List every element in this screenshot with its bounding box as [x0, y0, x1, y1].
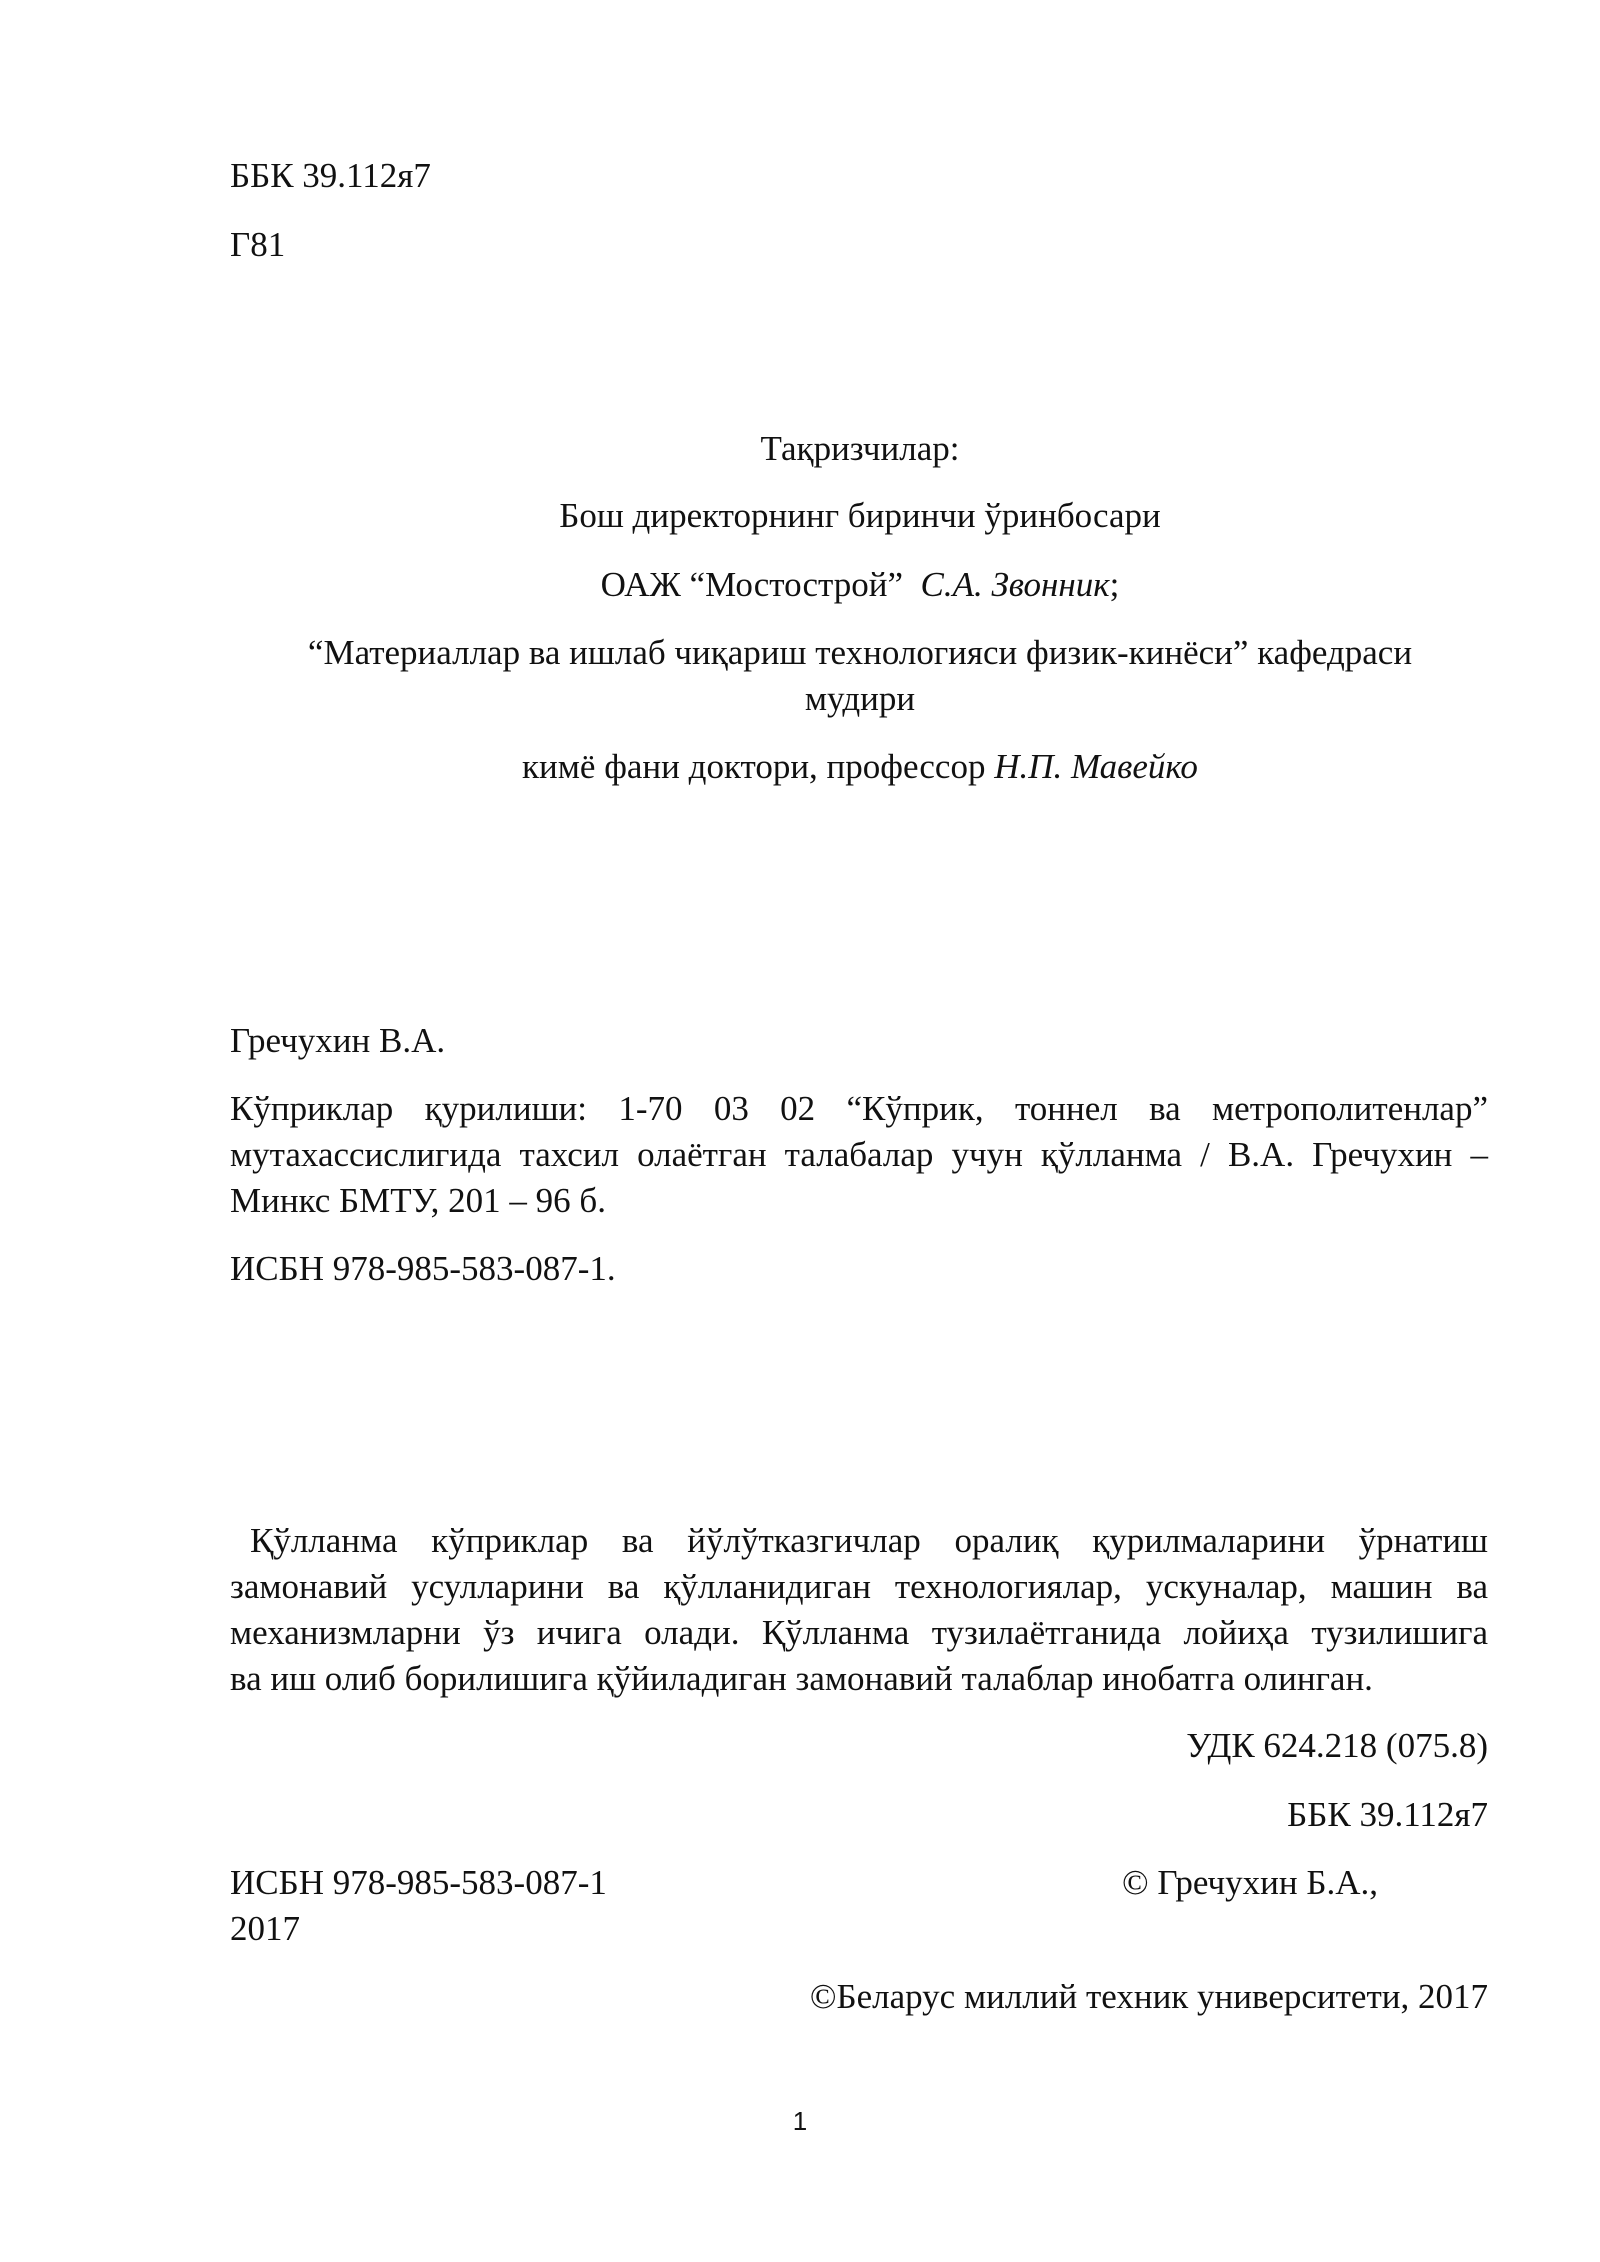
book-description-line-3: Минкс БМТУ, 201 – 96 б.	[230, 1181, 606, 1220]
reviewer-1-name-line	[230, 562, 1490, 608]
reviewer-1-name: С.А. Звонник	[920, 565, 1110, 604]
copyright-year: 2017	[230, 1909, 300, 1948]
annotation-line-2: замонавий усулларини ва қўлланидиган технологиялар, ускуналар, машин ва	[230, 1567, 1488, 1606]
reviewer-2-name-line	[230, 744, 1490, 790]
annotation-line-1: Қўлланма кўприклар ва йўлўтказгичлар оралиқ қурилмаларини ўрнатиш	[250, 1521, 1488, 1560]
reviewer-1-suffix: ;	[1109, 565, 1120, 604]
copyright-author: © Гречухин Б.А.,	[1122, 1863, 1378, 1902]
page-number: 1	[792, 2106, 808, 2136]
footer-isbn: ИСБН 978-985-583-087-1	[230, 1863, 607, 1902]
book-isbn: ИСБН 978-985-583-087-1.	[230, 1249, 616, 1288]
book-description-line-2: мутахассислигида тахсил олаётган талабалар учун қўлланма / В.А. Гречухин –	[230, 1135, 1488, 1174]
annotation-line-4: ва иш олиб борилишига қўйиладиган замонавий талаблар инобатга олинган.	[230, 1659, 1373, 1698]
book-author: Гречухин В.А.	[230, 1021, 446, 1060]
author-sign-code: Г81	[230, 225, 286, 264]
reviewer-2-position: мудири	[804, 679, 916, 718]
copyright-university: ©Беларус миллий техник университети, 2017	[809, 1977, 1488, 2016]
reviewers-heading: Тақризчилар:	[760, 429, 960, 468]
reviewer-1-org: ОАЖ “Мостострой”	[600, 565, 903, 604]
reviewer-2-degree: кимё фани доктори, профессор	[522, 747, 986, 786]
book-description-line-1: Кўприклар қурилиши: 1-70 03 02 “Кўприк, тоннел ва метрополитенлар”	[230, 1089, 1488, 1128]
reviewer-2-department: “Материаллар ва ишлаб чиқариш технологияси физик-кинёси” кафедраси	[307, 633, 1413, 672]
reviewer-1-position: Бош директорнинг биринчи ўринбосари	[559, 496, 1161, 535]
reviewer-2-name: Н.П. Мавейко	[994, 747, 1198, 786]
udk-code: УДК 624.218 (075.8)	[1186, 1726, 1488, 1765]
bbk-code-footer: ББК 39.112я7	[1287, 1795, 1488, 1834]
annotation-line-3: механизмларни ўз ичига олади. Қўлланма тузилаётганида лойиҳа тузилишига	[230, 1613, 1488, 1652]
bbk-code-header: ББК 39.112я7	[230, 156, 431, 195]
